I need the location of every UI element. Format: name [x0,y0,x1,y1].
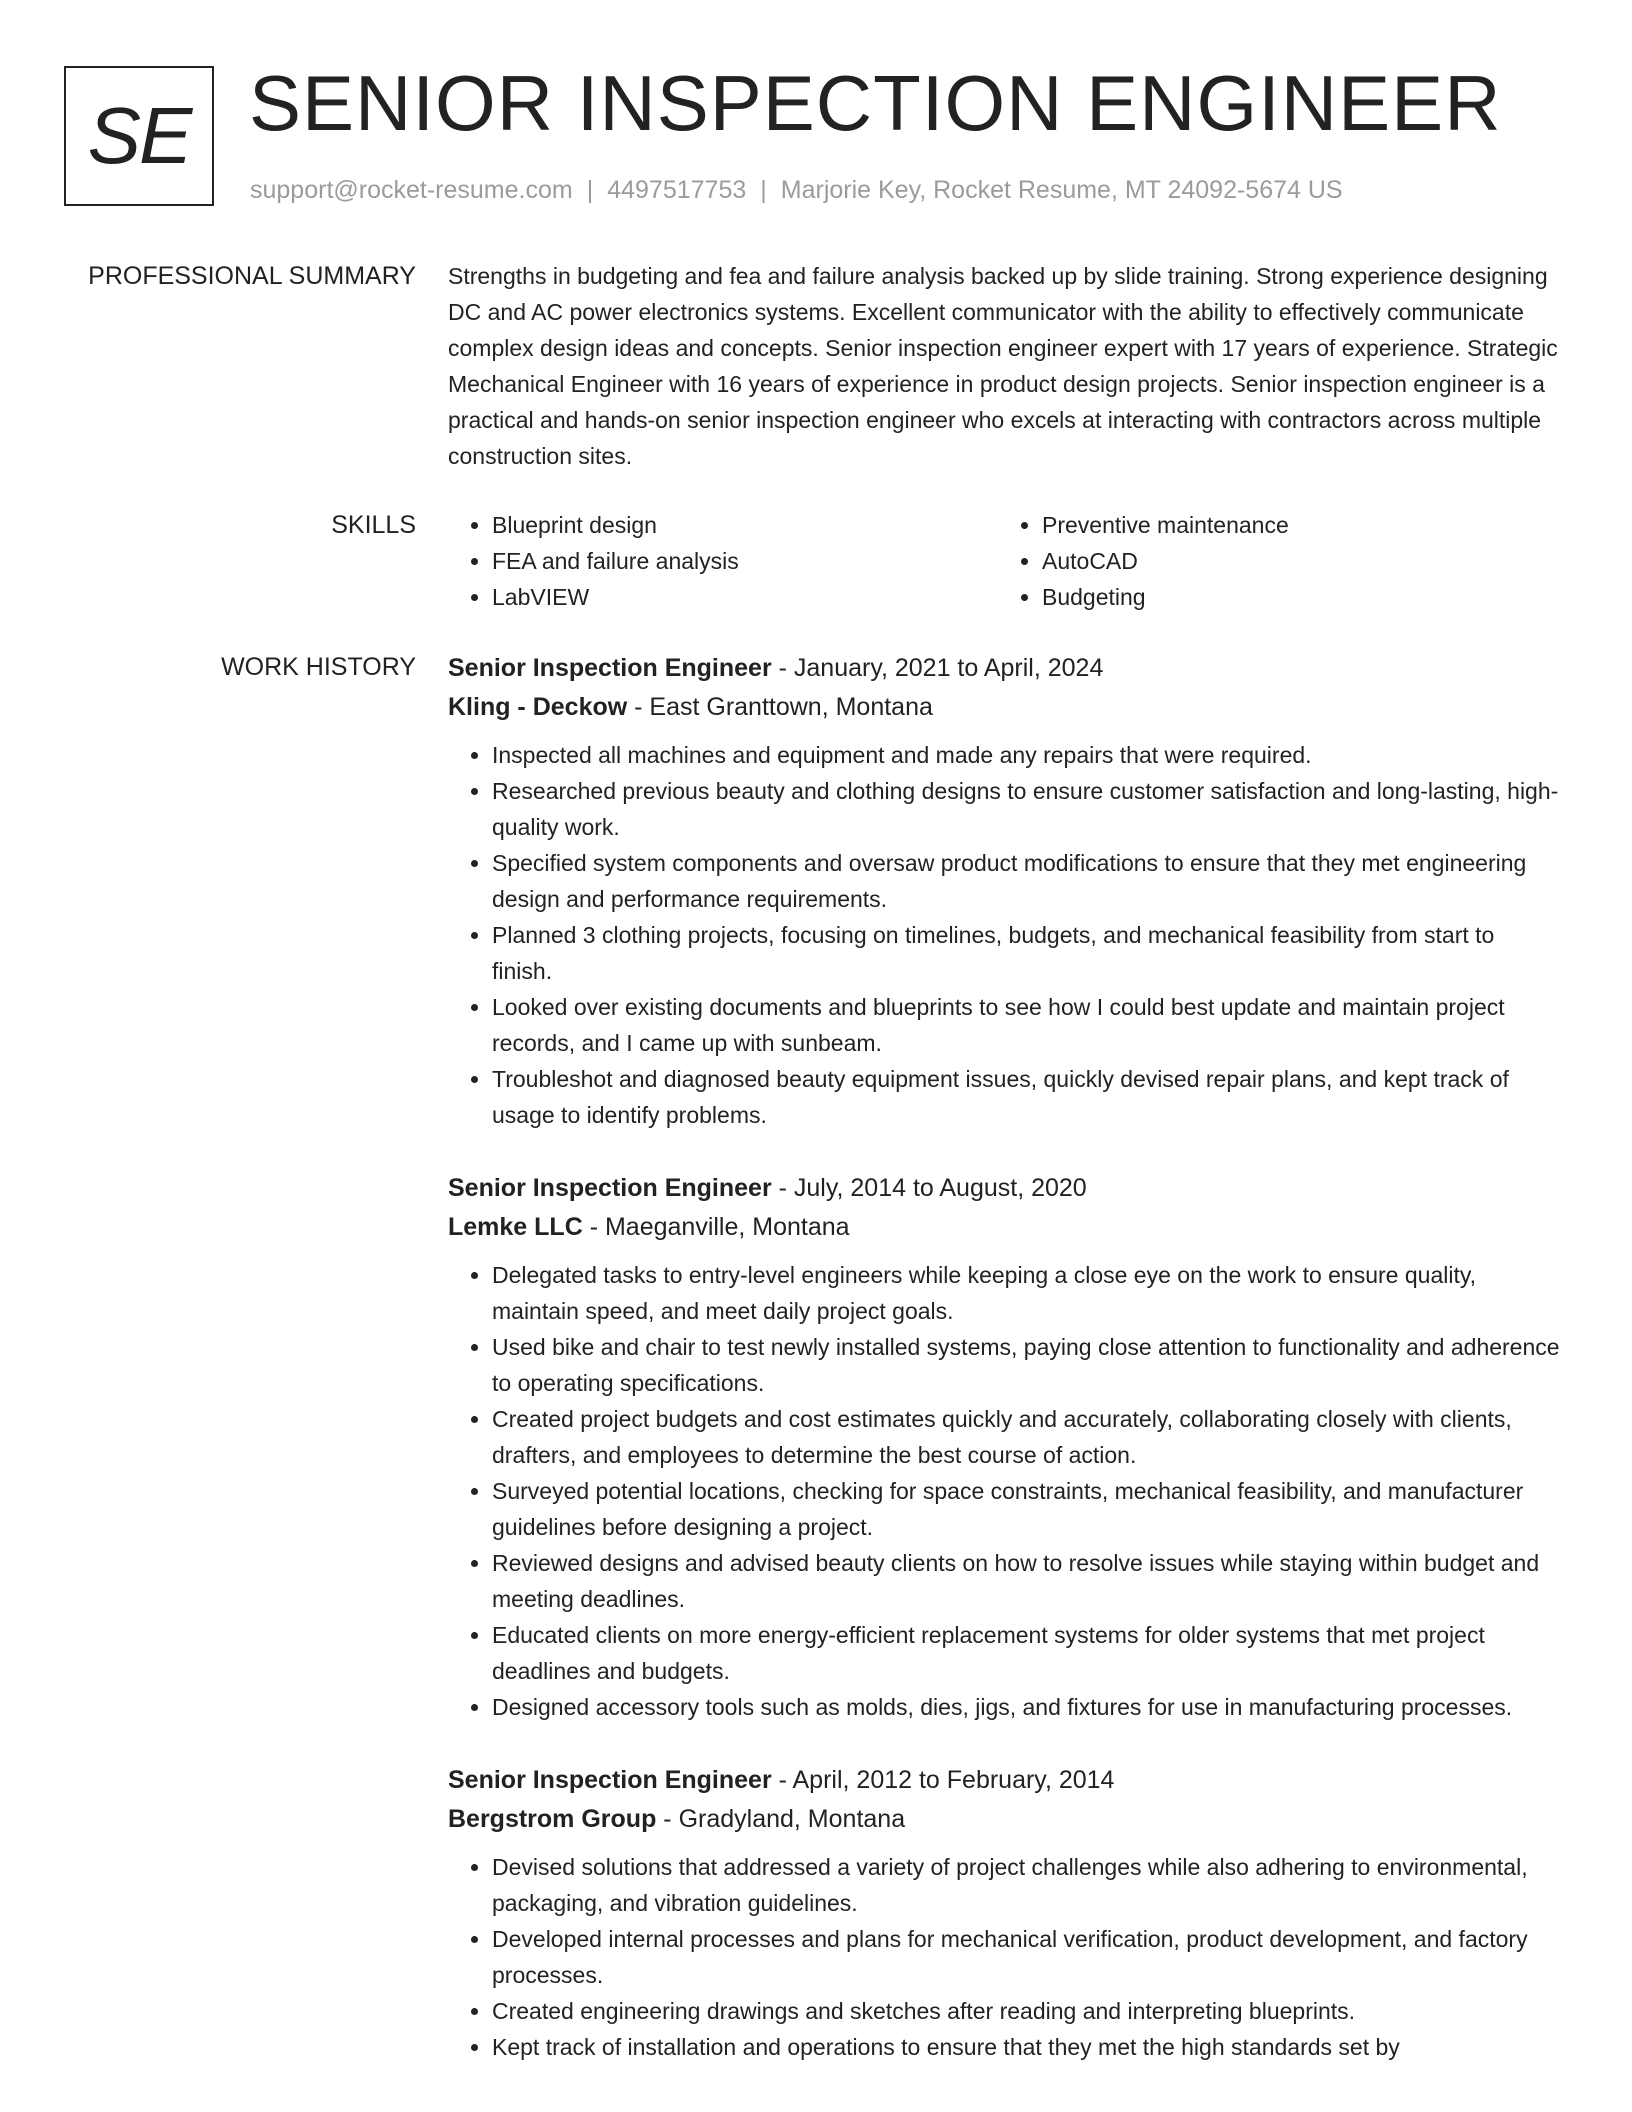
job-dates: - January, 2021 to April, 2024 [771,654,1104,682]
skill-item: • Preventive maintenance [1042,507,1548,543]
job-bullets [448,737,1560,1133]
contact-separator: | [586,176,594,204]
page-title: SENIOR INSPECTION ENGINEER [249,59,1502,147]
job-bullet: • Kept track of installation and operations to ensure that they met the high standards set by [492,2029,1560,2065]
skill-item: • Blueprint design [492,507,998,543]
work-history-body [448,649,1560,2101]
contact-separator: | [760,176,767,204]
skill-item: • Budgeting [1042,579,1548,615]
job-company-line [448,1208,1560,1247]
contact-phone: 4497517753 [607,176,747,204]
job-entry [448,1169,1560,1725]
job-title-line [448,1169,1560,1208]
job-bullet: • Used bike and chair to test newly installed systems, paying close attention to functionality and adherence to operating specifications. [492,1329,1560,1401]
job-company: Lemke LLC [448,1213,583,1241]
job-bullet: • Created project budgets and cost estimates quickly and accurately, collaborating closely with clients, drafters, and employees to determine the best course of action. [492,1401,1560,1473]
skills-list-left [448,507,998,615]
job-location: - Maeganville, Montana [582,1213,850,1241]
job-title-line [448,649,1560,688]
job-company-line [448,688,1560,727]
job-title: Senior Inspection Engineer [448,654,772,682]
work-history-heading: WORK HISTORY [221,653,416,681]
job-company: Kling - Deckow [448,693,628,721]
job-bullet: • Developed internal processes and plans for mechanical verification, product development, and factory processes. [492,1921,1560,1993]
job-bullet: • Researched previous beauty and clothing designs to ensure customer satisfaction and long-lasting, high-quality work. [492,773,1560,845]
job-bullet: • Specified system components and oversaw product modifications to ensure that they met engineering design and performance requirements. [492,845,1560,917]
job-entry [448,649,1560,1133]
job-bullet: • Devised solutions that addressed a variety of project challenges while also adhering to environmental, packaging, and vibration guidelines. [492,1849,1560,1921]
job-company-line [448,1800,1560,1839]
job-title: Senior Inspection Engineer [448,1766,772,1794]
contact-email: support@rocket-resume.com [250,176,573,204]
job-entry [448,1761,1560,2065]
skill-item: • LabVIEW [492,579,998,615]
monogram-badge [64,66,214,206]
skill-item: • AutoCAD [1042,543,1548,579]
job-bullet: • Surveyed potential locations, checking for space constraints, mechanical feasibility, and manufacturer guidelines before designing a project. [492,1473,1560,1545]
job-title-line [448,1761,1560,1800]
contact-line [250,174,1343,206]
job-bullets [448,1849,1560,2065]
job-bullets [448,1257,1560,1725]
monogram-initials: SE [87,91,191,180]
job-location: - East Granttown, Montana [627,693,933,721]
job-bullet: • Delegated tasks to entry-level engineers while keeping a close eye on the work to ensure quality, maintain speed, and meet daily project goals. [492,1257,1560,1329]
skills-body [448,507,1560,615]
job-dates: - July, 2014 to August, 2020 [771,1174,1087,1202]
job-bullet: • Educated clients on more energy-efficient replacement systems for older systems that met project deadlines and budgets. [492,1617,1560,1689]
summary-text: Strengths in budgeting and fea and failure analysis backed up by slide training. Strong experience designing DC and AC power electronics systems. Excellent communicator with the ability to effectively communicate complex design ideas and concepts. Senior inspection engineer expert with 17 years of experience. Strategic Mechanical Engineer with 16 years of experience in product design projects. Senior inspection engineer is a practical and hands-on senior inspection engineer who excels at interacting with contractors across multiple construction sites. [448,263,1558,469]
job-bullet: • Planned 3 clothing projects, focusing on timelines, budgets, and mechanical feasibility from start to finish. [492,917,1560,989]
job-bullet: • Reviewed designs and advised beauty clients on how to resolve issues while staying within budget and meeting deadlines. [492,1545,1560,1617]
job-title: Senior Inspection Engineer [448,1174,772,1202]
job-bullet: • Designed accessory tools such as molds, dies, jigs, and fixtures for use in manufacturing processes. [492,1689,1560,1725]
contact-address: Marjorie Key, Rocket Resume, MT 24092-5674 US [780,176,1343,204]
job-bullet: • Inspected all machines and equipment and made any repairs that were required. [492,737,1560,773]
job-bullet: • Created engineering drawings and sketches after reading and interpreting blueprints. [492,1993,1560,2029]
skills-list-right [998,507,1548,615]
skill-item: • FEA and failure analysis [492,543,998,579]
job-bullet: • Troubleshot and diagnosed beauty equipment issues, quickly devised repair plans, and kept track of usage to identify problems. [492,1061,1560,1133]
skills-heading: SKILLS [331,511,416,539]
job-company: Bergstrom Group [448,1805,657,1833]
summary-heading: PROFESSIONAL SUMMARY [88,262,416,290]
job-bullet: • Looked over existing documents and blueprints to see how I could best update and maintain project records, and I came up with sunbeam. [492,989,1560,1061]
job-location: - Gradyland, Montana [656,1805,906,1833]
job-dates: - April, 2012 to February, 2014 [771,1766,1115,1794]
